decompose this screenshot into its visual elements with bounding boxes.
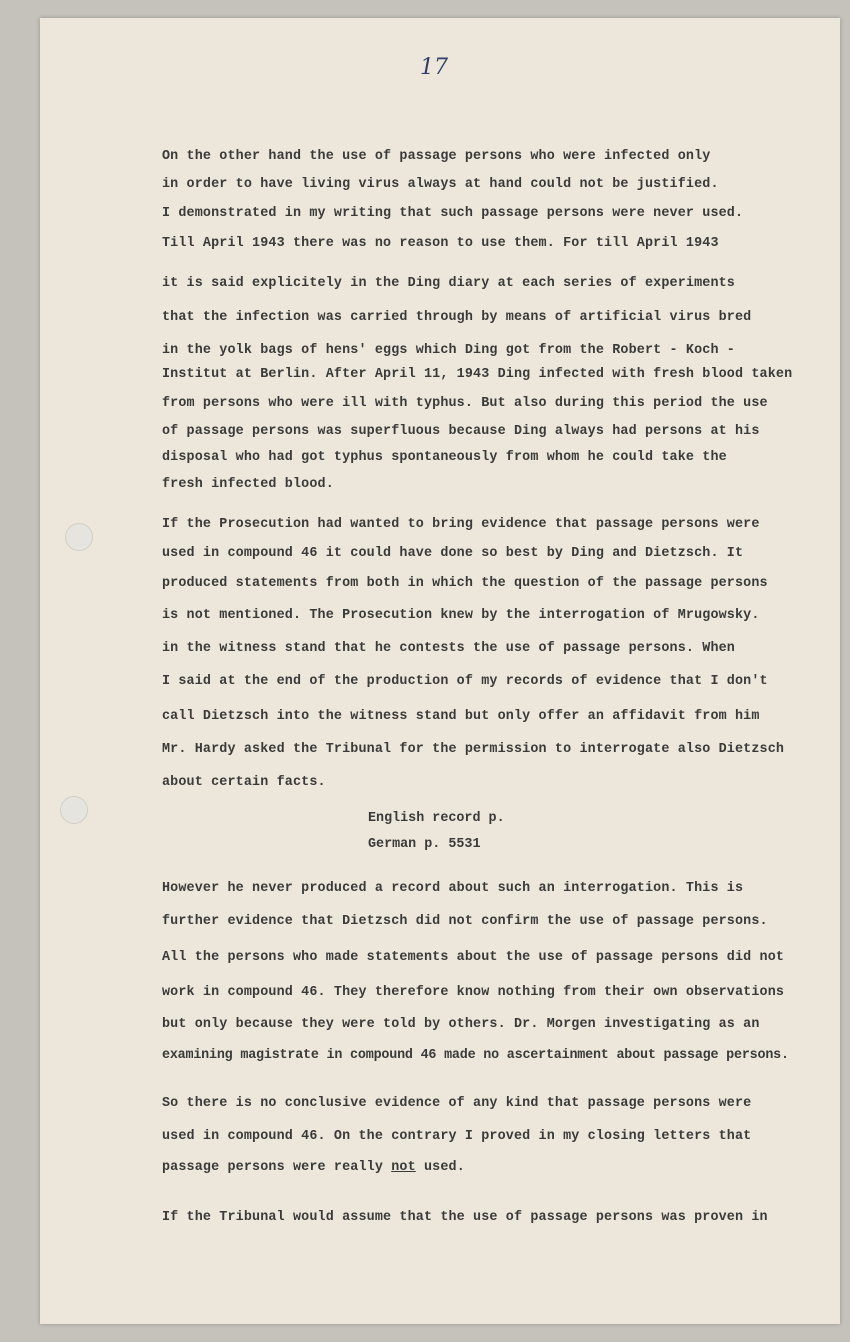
underlined-word: not [391, 1160, 416, 1175]
text-line: that the infection was carried through by means of artificial virus bred [162, 310, 752, 325]
text-line-emphasis [162, 1160, 465, 1175]
text-line: All the persons who made statements about the use of passage persons did not [162, 950, 785, 965]
text-line: of passage persons was superfluous because Ding always had persons at his [162, 424, 760, 439]
text-line: call Dietzsch into the witness stand but only offer an affidavit from him [162, 709, 760, 724]
text-line: produced statements from both in which the question of the passage persons [162, 576, 768, 591]
text-line: but only because they were told by others. Dr. Morgen investigating as an [162, 1017, 760, 1032]
record-reference-german: German p. 5531 [368, 837, 481, 852]
text-line: I said at the end of the production of my records of evidence that I don't [162, 674, 768, 689]
text-line: further evidence that Dietzsch did not confirm the use of passage persons. [162, 914, 768, 929]
text-line: Mr. Hardy asked the Tribunal for the permission to interrogate also Dietzsch [162, 742, 785, 757]
text-line: work in compound 46. They therefore know nothing from their own observations [162, 985, 785, 1000]
text-line: I demonstrated in my writing that such passage persons were never used. [162, 206, 744, 221]
text-line: Till April 1943 there was no reason to use them. For till April 1943 [162, 236, 719, 251]
text-line: is not mentioned. The Prosecution knew by the interrogation of Mrugowsky. [162, 608, 760, 623]
text-line: However he never produced a record about such an interrogation. This is [162, 881, 744, 896]
text-line: Institut at Berlin. After April 11, 1943 Ding infected with fresh blood taken [162, 367, 793, 382]
text-line: On the other hand the use of passage persons who were infected only [162, 149, 711, 164]
text-line: in order to have living virus always at hand could not be justified. [162, 177, 719, 192]
punch-hole-bottom [60, 796, 88, 824]
text-line: about certain facts. [162, 775, 326, 790]
text-line: in the witness stand that he contests the use of passage persons. When [162, 641, 735, 656]
text-line: fresh infected blood. [162, 477, 334, 492]
text-line: in the yolk bags of hens' eggs which Ding got from the Robert - Koch - [162, 343, 735, 358]
record-reference-english: English record p. [368, 811, 505, 826]
text-line: used in compound 46. On the contrary I proved in my closing letters that [162, 1129, 752, 1144]
text-line: used in compound 46 it could have done so best by Ding and Dietzsch. It [162, 546, 744, 561]
punch-hole-top [65, 523, 93, 551]
text-fragment: used. [415, 1160, 465, 1175]
text-fragment: passage persons were really [162, 1160, 392, 1175]
text-line: If the Tribunal would assume that the use of passage persons was proven in [162, 1210, 768, 1225]
text-line: examining magistrate in compound 46 made no ascertainment about passage persons. [162, 1048, 789, 1063]
text-line: disposal who had got typhus spontaneously from whom he could take the [162, 450, 727, 465]
text-line: So there is no conclusive evidence of any kind that passage persons were [162, 1096, 752, 1111]
text-line: from persons who were ill with typhus. But also during this period the use [162, 396, 768, 411]
page-number: 17 [420, 55, 448, 80]
text-line: If the Prosecution had wanted to bring evidence that passage persons were [162, 517, 760, 532]
text-line: it is said explicitely in the Ding diary at each series of experiments [162, 276, 735, 291]
